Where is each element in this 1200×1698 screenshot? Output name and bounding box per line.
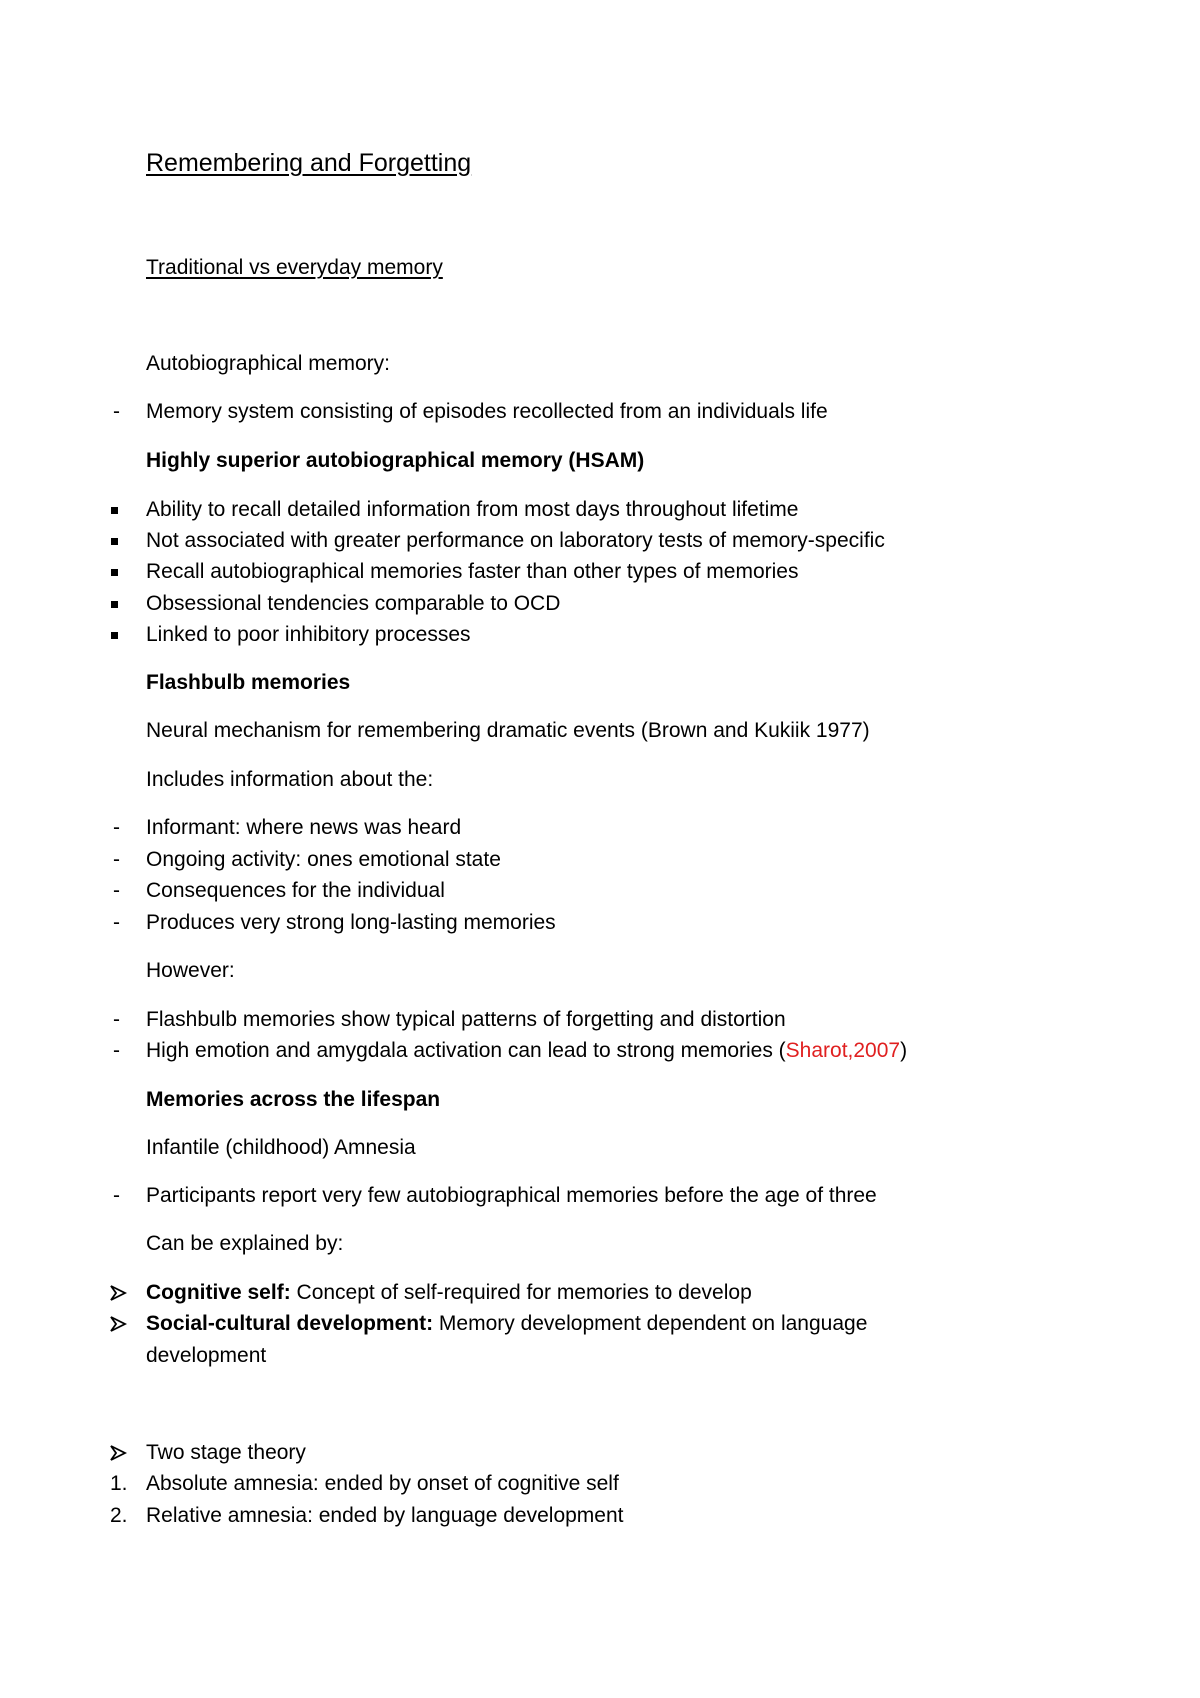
flashbulb-heading: Flashbulb memories [146,671,351,694]
square-bullet-icon [111,507,118,514]
lifespan-heading: Memories across the lifespan [146,1088,441,1111]
square-bullet-icon [111,569,118,576]
section-subtitle: Traditional vs everyday memory [146,256,443,279]
list-item: - Memory system consisting of episodes recollected from an individuals life [113,400,828,423]
list-item: Social-cultural development: Memory development dependent on language [146,1311,867,1337]
however-heading: However: [146,959,235,982]
list-item-continuation: development [146,1344,267,1367]
list-item: - Flashbulb memories show typical patterns of forgetting and distortion [113,1008,786,1031]
list-item: - Participants report very few autobiographical memories before the age of three [113,1184,877,1207]
includes-heading: Includes information about the: [146,768,434,791]
list-item: Obsessional tendencies comparable to OCD [146,591,560,617]
list-item: Linked to poor inhibitory processes [146,622,471,648]
list-item: Recall autobiographical memories faster than other types of memories [146,559,798,585]
hsam-heading: Highly superior autobiographical memory (HSAM) [146,449,645,472]
list-item: - Produces very strong long-lasting memories [113,911,556,934]
dash-bullet: - [113,1184,120,1207]
square-bullet-icon [111,538,118,545]
list-number: 2. [110,1504,128,1527]
list-item: Ability to recall detailed information from most days throughout lifetime [146,497,798,523]
dash-bullet: - [113,911,120,934]
arrow-bullet-icon [108,1283,128,1303]
explained-heading: Can be explained by: [146,1232,344,1255]
list-item: - Informant: where news was heard [113,816,462,839]
autobiographical-heading: Autobiographical memory: [146,352,390,375]
list-number: 1. [110,1472,128,1495]
dash-bullet: - [113,1039,120,1062]
dash-bullet: - [113,879,120,902]
page-title: Remembering and Forgetting [146,149,472,177]
list-item: - High emotion and amygdala activation can lead to strong memories (Sharot,2007) [113,1039,908,1062]
arrow-bullet-icon [108,1314,128,1334]
list-item: Two stage theory [146,1440,306,1466]
arrow-bullet-icon [108,1443,128,1463]
list-item: Cognitive self: Concept of self-required for memories to develop [146,1280,752,1306]
dash-bullet: - [113,1008,120,1031]
dash-bullet: - [113,848,120,871]
numbered-item: 2. Relative amnesia: ended by language development [110,1504,624,1527]
list-item: - Ongoing activity: ones emotional state [113,848,501,871]
dash-bullet: - [113,400,120,423]
numbered-item: 1. Absolute amnesia: ended by onset of cognitive self [110,1472,619,1495]
square-bullet-icon [111,601,118,608]
dash-bullet: - [113,816,120,839]
citation: Sharot,2007 [785,1039,901,1062]
flashbulb-description: Neural mechanism for remembering dramatic events (Brown and Kukiik 1977) [146,719,870,742]
amnesia-heading: Infantile (childhood) Amnesia [146,1136,416,1159]
list-item: - Consequences for the individual [113,879,445,902]
square-bullet-icon [111,632,118,639]
list-item: Not associated with greater performance on laboratory tests of memory-specific [146,528,885,554]
